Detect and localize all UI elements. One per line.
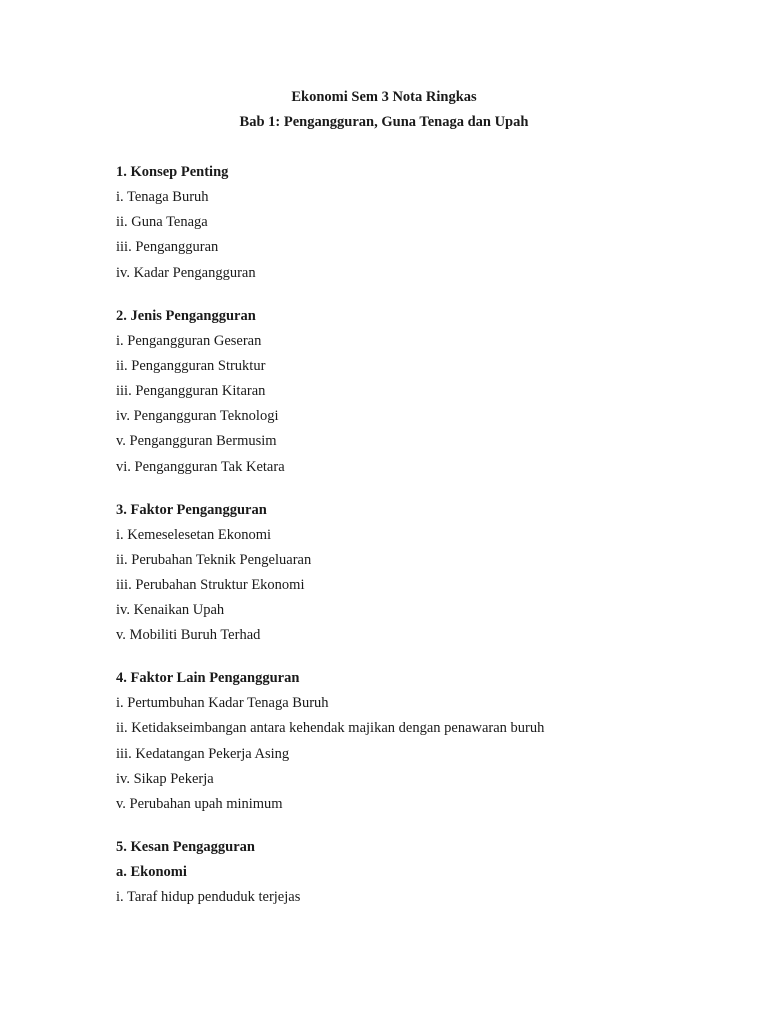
notes-body <box>116 163 736 931</box>
list-item: i. Pertumbuhan Kadar Tenaga Buruh <box>116 695 329 712</box>
section-faktor-lain-pengangguran <box>116 669 736 813</box>
list-item: iv. Kenaikan Upah <box>116 602 225 619</box>
section-konsep-penting <box>116 163 736 282</box>
list-item: vi. Pengangguran Tak Ketara <box>116 458 285 475</box>
list-item: ii. Ketidakseimbangan antara kehendak majikan dengan penawaran buruh <box>116 720 545 737</box>
list-item: i. Kemeselesetan Ekonomi <box>116 526 272 543</box>
section-faktor-pengangguran <box>116 501 736 645</box>
list-item: ii. Perubahan Teknik Pengeluaran <box>116 551 312 568</box>
section-jenis-pengangguran <box>116 307 736 476</box>
subsection-heading: a. Ekonomi <box>116 864 187 880</box>
list-item: iii. Pengangguran Kitaran <box>116 382 266 399</box>
list-item: i. Taraf hidup penduduk terjejas <box>116 889 301 905</box>
chapter-title: Bab 1: Pengangguran, Guna Tenaga dan Upah <box>239 114 529 130</box>
list-item: iv. Kadar Pengangguran <box>116 264 256 281</box>
section-heading: 3. Faktor Pengangguran <box>116 501 267 518</box>
section-heading: 5. Kesan Pengagguran <box>116 839 255 855</box>
list-item: iii. Perubahan Struktur Ekonomi <box>116 576 305 593</box>
list-item: v. Mobiliti Buruh Terhad <box>116 627 261 644</box>
list-item: i. Tenaga Buruh <box>116 189 209 205</box>
document-title: Ekonomi Sem 3 Nota Ringkas <box>291 89 477 105</box>
list-item: ii. Guna Tenaga <box>116 214 208 231</box>
list-item: iii. Kedatangan Pekerja Asing <box>116 745 290 762</box>
section-kesan-pengagguran <box>116 838 736 906</box>
section-heading: 4. Faktor Lain Pengangguran <box>116 670 300 687</box>
section-heading: 1. Konsep Penting <box>116 164 229 180</box>
list-item: v. Pengangguran Bermusim <box>116 433 277 450</box>
section-heading: 2. Jenis Pengangguran <box>116 307 256 324</box>
list-item: i. Pengangguran Geseran <box>116 332 262 349</box>
list-item: iv. Sikap Pekerja <box>116 770 214 787</box>
list-item: iv. Pengangguran Teknologi <box>116 408 279 425</box>
list-item: v. Perubahan upah minimum <box>116 796 283 812</box>
list-item: iii. Pengangguran <box>116 239 219 256</box>
list-item: ii. Pengangguran Struktur <box>116 357 266 374</box>
